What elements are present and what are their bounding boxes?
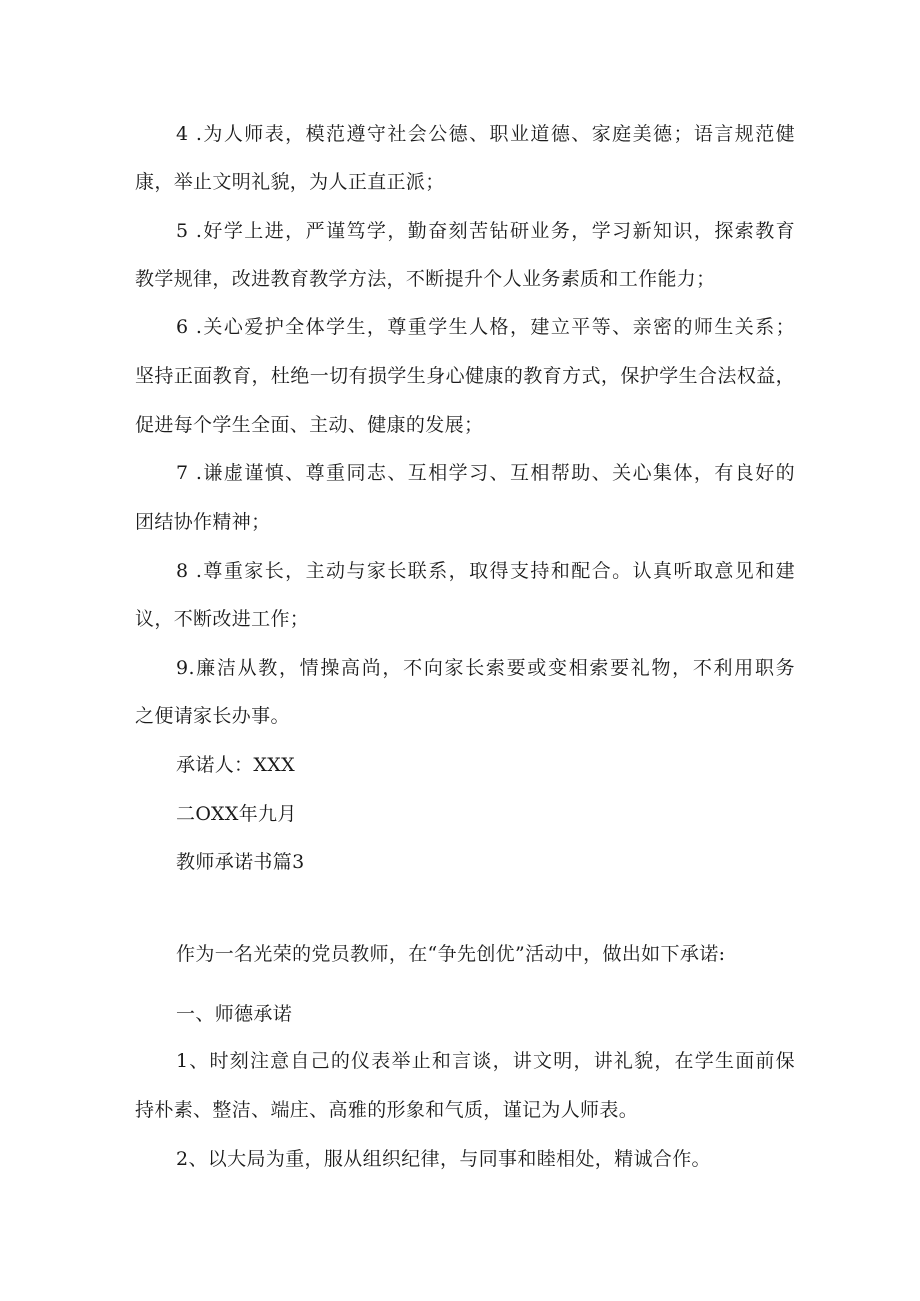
item-8-line-2: 议，不断改进工作；	[135, 608, 310, 630]
promiser-signature: 承诺人：XXX	[176, 754, 296, 776]
item-7-line-2: 团结协作精神；	[135, 511, 271, 533]
item-6-line-3: 促进每个学生全面、主动、健康的发展；	[135, 414, 484, 436]
subheading-ethics: 一、师德承诺	[176, 1003, 293, 1025]
item-7-line-1: 7 .谦虚谨慎、尊重同志、互相学习、互相帮助、关心集体，有良好的	[176, 462, 795, 484]
pledge-1-line-1: 1、时刻注意自己的仪表举止和言谈，讲文明，讲礼貌，在学生面前保	[176, 1050, 795, 1072]
pledge-2-line-1: 2、以大局为重，服从组织纪律，与同事和睦相处，精诚合作。	[176, 1148, 711, 1170]
item-4-line-1: 4 .为人师表，模范遵守社会公德、职业道德、家庭美德；语言规范健	[176, 123, 795, 145]
signature-date: 二OXX年九月	[176, 803, 297, 825]
item-9-line-1: 9.廉洁从教，情操高尚，不向家长索要或变相索要礼物，不利用职务	[176, 657, 795, 679]
item-6-line-2: 坚持正面教育，杜绝一切有损学生身心健康的教育方式，保护学生合法权益，	[135, 365, 795, 387]
item-9-line-2: 之便请家长办事。	[135, 705, 290, 727]
pledge-1-line-2: 持朴素、整洁、端庄、高雅的形象和气质，谨记为人师表。	[135, 1099, 639, 1121]
item-6-line-1: 6 .关心爱护全体学生，尊重学生人格，建立平等、亲密的师生关系；	[176, 316, 795, 338]
intro-paragraph: 作为一名光荣的党员教师，在“争先创优”活动中，做出如下承诺:	[176, 943, 726, 965]
item-5-line-1: 5 .好学上进，严谨笃学，勤奋刻苦钻研业务，学习新知识，探索教育	[176, 220, 795, 242]
item-8-line-1: 8 .尊重家长，主动与家长联系，取得支持和配合。认真听取意见和建	[176, 560, 795, 582]
item-4-line-2: 康，举止文明礼貌，为人正直正派；	[135, 171, 445, 193]
section-title: 教师承诺书篇3	[176, 851, 305, 873]
item-5-line-2: 教学规律，改进教育教学方法，不断提升个人业务素质和工作能力；	[135, 268, 716, 290]
